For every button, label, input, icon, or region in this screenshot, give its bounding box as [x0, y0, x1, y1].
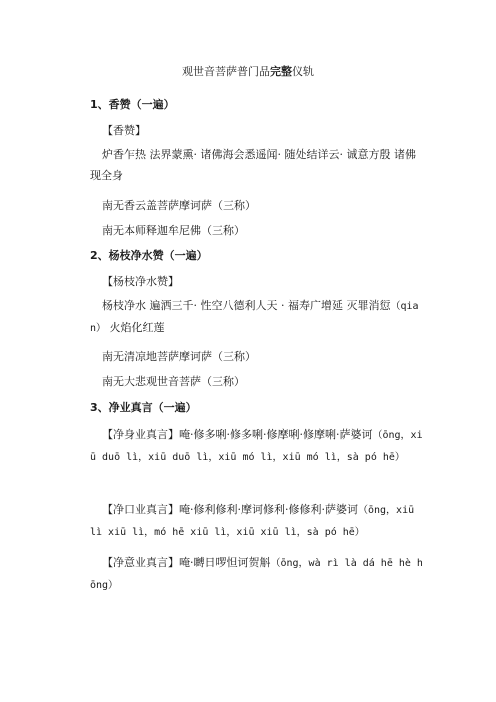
- section-2-verse: [90, 295, 425, 339]
- title-bold: 完整: [270, 65, 292, 78]
- section-3-para-1-pinyin: （ōng，xiū duō lì，xiū duō lì，xiū mó lì，xiū mó lì，sà pó hē）: [90, 430, 423, 463]
- section-2-verse-a: 杨枝净水 遍洒三千· 性空八德利人天 · 福寿广增延 灭罪消愆: [102, 299, 391, 312]
- section-3-para-1-text: 【净身业真言】唵·修多唎·修多唎·修摩唎·修摩唎·萨婆诃: [102, 428, 373, 441]
- section-1-heading: 1、香赞（一遍）: [90, 98, 175, 111]
- section-2-label: 【杨枝净水赞】: [102, 275, 179, 288]
- title-prefix: 观世音菩萨普门品: [182, 65, 270, 78]
- section-1-line-2: 南无本师释迦牟尼佛（三称）: [102, 224, 245, 237]
- section-3-para-2-text: 【净口业真言】唵·修利修利·摩诃修利·修修利·萨婆诃: [102, 503, 358, 516]
- section-3-para-1: [90, 424, 425, 468]
- section-3-para-2: [90, 499, 425, 543]
- section-3-para-3-pinyin: （ōng，wà rì là dá hē hè hōng）: [90, 558, 423, 591]
- page-title: [0, 62, 496, 81]
- section-3-heading: 3、净业真言（一遍）: [90, 401, 197, 414]
- section-3-para-3-text: 【净意业真言】唵·嚩日啰怛诃贺斛: [102, 556, 271, 569]
- section-1-verse: 炉香乍热 法界蒙熏· 诸佛海会悉遥闻· 随处结详云· 诚意方殷 诸佛现全身: [90, 148, 416, 182]
- section-2-line-2: 南无大悲观世音菩萨（三称）: [102, 375, 245, 388]
- section-2-verse-pinyin: （qian）: [90, 301, 419, 334]
- title-suffix: 仪轨: [292, 65, 314, 78]
- section-2-verse-b: 火焰化红莲: [106, 321, 165, 334]
- section-2-heading: 2、杨枝净水赞（一遍）: [90, 249, 208, 262]
- section-1-label: 【香赞】: [102, 124, 146, 137]
- section-1-line-1: 南无香云盖菩萨摩诃萨（三称）: [102, 199, 256, 212]
- section-3-para-2-pinyin: （ōng，xiū lì xiū lì，mó hē xiū lì，xiū xiū lì，sà pó hē）: [90, 505, 415, 538]
- section-2-line-1: 南无清凉地菩萨摩诃萨（三称）: [102, 350, 256, 363]
- section-3-para-3: [90, 552, 425, 596]
